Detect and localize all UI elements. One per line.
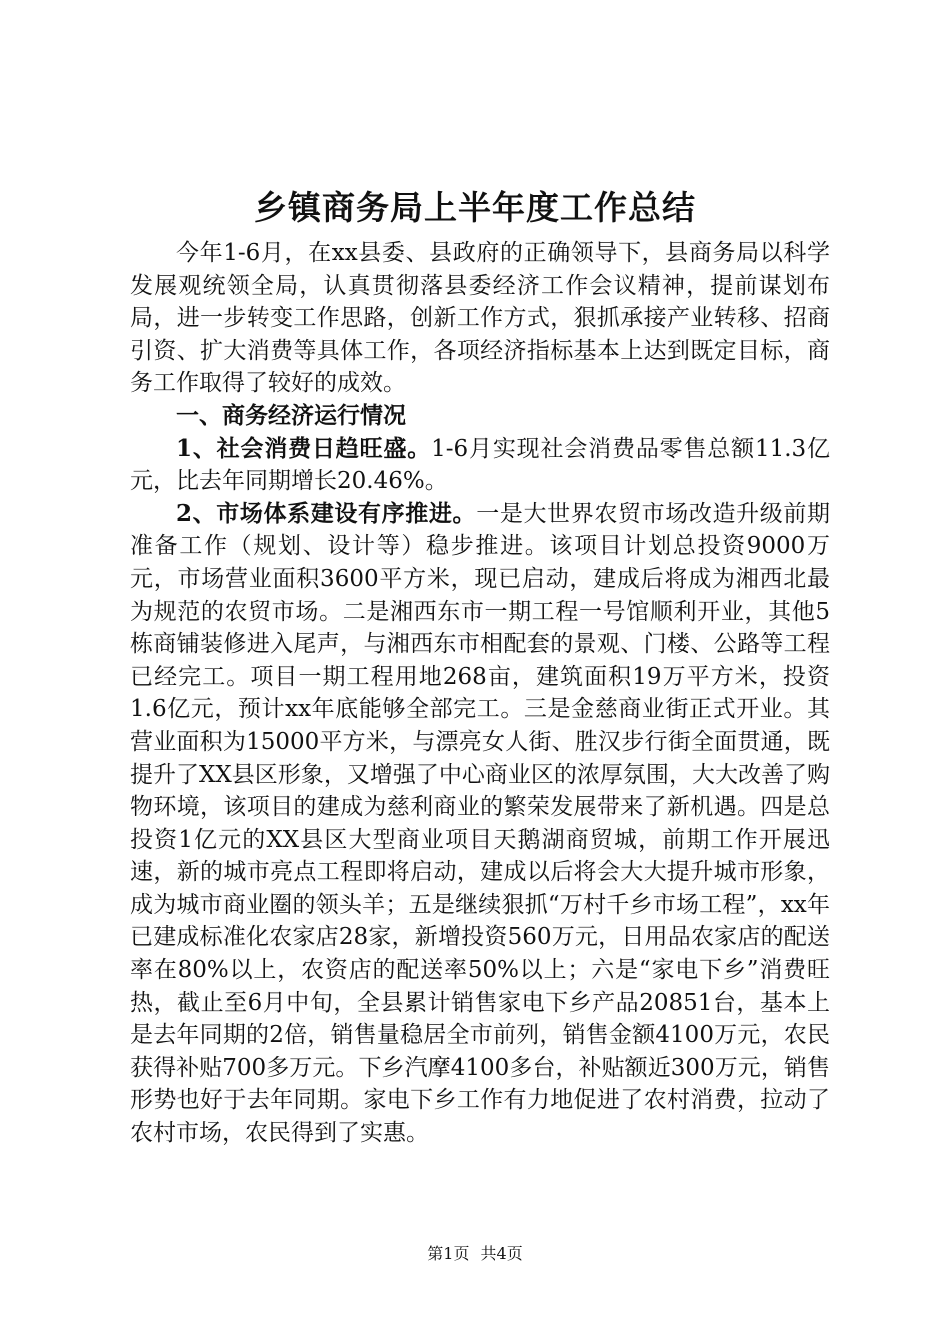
page-footer: [0, 1243, 950, 1265]
item-2-lead: 2、市场体系建设有序推进。: [176, 499, 477, 527]
section-heading: 一、商务经济运行情况: [176, 401, 406, 429]
document-body: [130, 237, 830, 1150]
page-number: 第1页: [427, 1244, 470, 1263]
item-2-text: 一是大世界农贸市场改造升级前期准备工作（规划、设计等）稳步推进。该项目计划总投资9000万元，市场营业面积3600平方米，现已启动，建成后将成为湘西北最为规范的农贸市场。二是湘西东市一期工程一号馆顺利开业，其他5栋商铺装修进入尾声，与湘西东市相配套的景观、门楼、公路等工程已经完工。项目一期工程用地268亩，建筑面积19万平方米，投资1.6亿元，预计xx年底能够全部完工。三是金慈商业街正式开业。其营业面积为15000平方米，与漂亮女人街、胜汉步行街全面贯通，既提升了XX县区形象，又增强了中心商业区的浓厚氛围，大大改善了购物环境，该项目的建成为慈利商业的繁荣发展带来了新机遇。四是总投资1亿元的XX县区大型商业项目天鹅湖商贸城，前期工作开展迅速，新的城市亮点工程即将启动，建成以后将会大大提升城市形象，成为城市商业圈的领头羊；五是继续狠抓“万村千乡市场工程”，xx年已建成标准化农家店28家，新增投资560万元，日用品农家店的配送率在80%以上，农资店的配送率50%以上；六是“家电下乡”消费旺热，截止至6月中旬，全县累计销售家电下乡产品20851台，基本上是去年同期的2倍，销售量稳居全市前列，销售金额4100万元，农民获得补贴700多万元。下乡汽摩4100多台，补贴额近300万元，销售形势也好于去年同期。家电下乡工作有力地促进了农村消费，拉动了农村市场，农民得到了实惠。: [130, 500, 830, 1147]
document-title: 乡镇商务局上半年度工作总结: [254, 188, 696, 227]
item-1-lead: 1、社会消费日趋旺盛。: [176, 434, 432, 462]
item-2-paragraph: [130, 498, 830, 1150]
item-1-text: 1-6月实现社会消费品零售总额11.3亿元，比去年同期增长20.46%。: [130, 435, 831, 495]
item-1-paragraph: [130, 433, 830, 498]
page-total: 共4页: [480, 1244, 523, 1263]
intro-paragraph: 今年1-6月，在xx县委、县政府的正确领导下，县商务局以科学发展观统领全局，认真贯彻落县委经济工作会议精神，提前谋划布局，进一步转变工作思路，创新工作方式，狠抓承接产业转移、招商引资、扩大消费等具体工作，各项经济指标基本上达到既定目标，商务工作取得了较好的成效。: [130, 240, 830, 397]
